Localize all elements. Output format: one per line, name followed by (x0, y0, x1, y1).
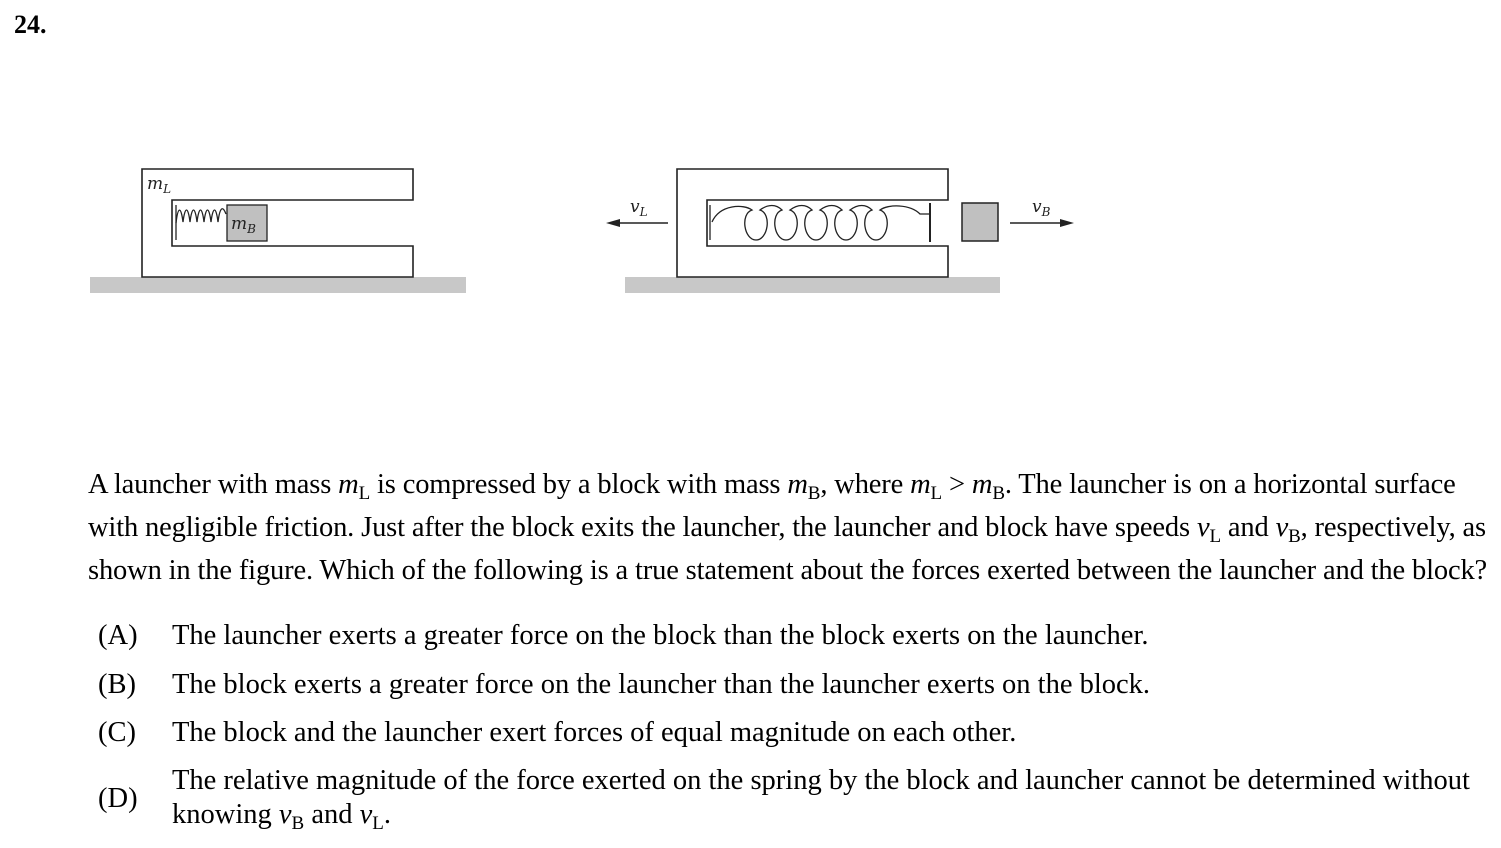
spring-compressed (176, 209, 226, 223)
vL-arrowhead (606, 219, 620, 227)
choice-c-letter: (C) (98, 717, 136, 748)
choice-d-text: The relative magnitude of the force exerted on the spring by the block and launcher cannot be determined without knowing $v_B$ and $v_L$. (172, 765, 1470, 834)
spring-extended (712, 206, 930, 241)
ground-left (90, 277, 466, 293)
ground-right (625, 277, 1000, 293)
figure-released (606, 169, 1074, 293)
choice-b-letter: (B) (98, 669, 136, 700)
choice-c-text: The block and the launcher exert forces of equal magnitude on each other. (172, 717, 1017, 748)
vB-label: $v_B$ (1032, 197, 1051, 219)
launcher-figure (0, 0, 1501, 330)
choice-b-text: The block exerts a greater force on the launcher than the launcher exerts on the block. (172, 669, 1151, 700)
figure-compressed (90, 169, 466, 293)
vL-label: $v_L$ (630, 197, 648, 219)
launcher-body-left (142, 169, 413, 277)
vB-arrowhead (1060, 219, 1074, 227)
choice-d-letter: (D) (98, 783, 138, 814)
mL-label: $m_L$ (147, 174, 172, 196)
block-released (962, 203, 998, 241)
mB-label: $m_B$ (231, 214, 256, 236)
launcher-body-right (677, 169, 948, 277)
question-number: 24. (14, 10, 47, 39)
question-stem: A launcher with mass $m_L$ is compressed by a block with mass $m_B$, where $m_L > m_B$. The launcher is on a horizontal surface with negligible friction. Just after the block exits the launcher, the launcher and block have speeds $v_L$ and $v_B$, respectively, as shown in the figure. Which of the following is a true statement about the forces exerted between the launcher and the block? (88, 469, 1488, 586)
choice-a-letter: (A) (98, 620, 138, 651)
choice-a-text: The launcher exerts a greater force on the block than the block exerts on the launcher. (172, 620, 1149, 651)
